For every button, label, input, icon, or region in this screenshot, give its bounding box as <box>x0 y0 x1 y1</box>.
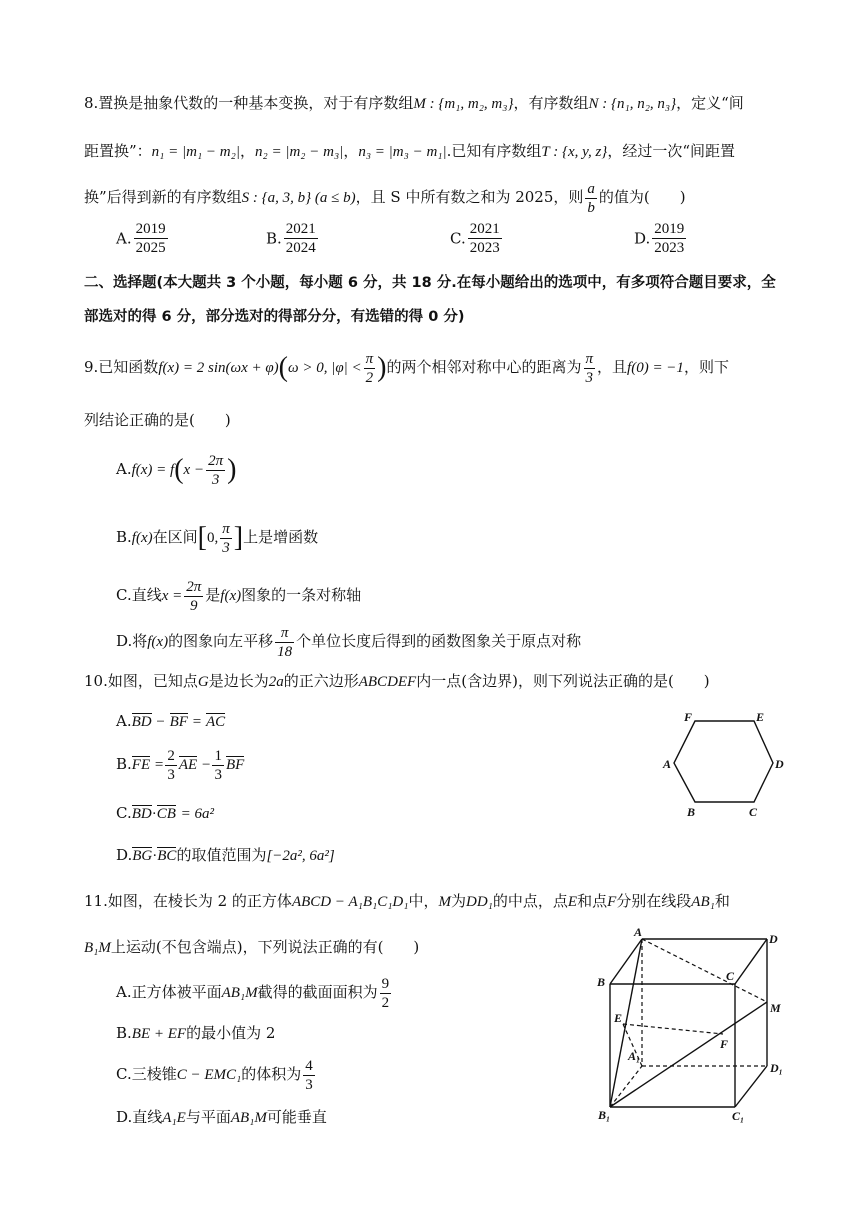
frac-num: π <box>275 624 294 643</box>
section2-line1: 二、选择题(本大题共 3 个小题，每小题 6 分，共 18 分.在每小题给出的选项中，有多项符合题目要求，全 <box>84 275 776 291</box>
frac-num: 9 <box>381 975 390 992</box>
vector-cb: CB <box>156 806 176 822</box>
q11-option-d[interactable] <box>116 1106 327 1129</box>
q11-b-expr: BE + EF <box>131 1026 187 1042</box>
q10-hex-name: ABCDEF <box>358 674 417 690</box>
q10-text: 的正六边形 <box>283 672 359 690</box>
q9-cond: ω > 0, |φ| < <box>288 360 362 376</box>
op: = <box>192 714 202 730</box>
frac-den: 9 <box>190 597 198 614</box>
frac-den: 2023 <box>654 240 685 256</box>
edge-c1d1 <box>735 1066 767 1107</box>
label-b: B <box>687 805 696 819</box>
vector-bd: BD <box>131 806 152 822</box>
q11-e: E <box>567 894 578 910</box>
vector-ac: AC <box>206 714 226 730</box>
q9-frac-pi3 <box>584 350 596 387</box>
q11-line2 <box>84 936 419 959</box>
op: · <box>151 806 157 822</box>
bracket-right: ] <box>233 522 244 553</box>
q10-text: 是边长为 <box>208 672 269 690</box>
q8-text: ，且 S 中所有数之和为 2025，则 <box>355 188 584 206</box>
q11-stem <box>84 890 730 913</box>
label-a: A <box>663 757 672 771</box>
q11-dd1: DD₁ <box>466 894 493 910</box>
q11-text: 的中点，点 <box>492 892 568 910</box>
q9-c-mid: 是 <box>205 586 221 604</box>
hidden-b1a1 <box>610 1066 642 1107</box>
q8-text: 8.置换是抽象代数的一种基本变换，对于有序数组 <box>84 94 414 112</box>
frac <box>303 1057 315 1094</box>
q8-option-b[interactable] <box>266 220 320 257</box>
frac <box>165 747 177 784</box>
label-c: C <box>749 805 758 819</box>
option-frac <box>652 220 686 257</box>
vector-bf: BF <box>225 757 245 773</box>
q8-text: 的值为( ) <box>598 188 686 206</box>
option-label: B. <box>266 229 282 248</box>
q9-b-text: 在区间 <box>152 528 198 546</box>
q11-option-b[interactable] <box>116 1022 275 1045</box>
frac-den: 2 <box>365 369 374 386</box>
label-a: A <box>634 925 643 939</box>
q8-n1: n₁ = |m₁ − m₂| <box>151 144 240 160</box>
label-c: C <box>726 969 735 983</box>
label-a1: A₁ <box>628 1049 641 1063</box>
option-text: 可能垂直 <box>266 1108 327 1126</box>
paren-left: ( <box>174 454 184 485</box>
q9-c-frac <box>184 578 203 615</box>
q10-option-b[interactable] <box>116 744 244 785</box>
frac-den: 3 <box>222 539 230 556</box>
q11-text: 为 <box>451 892 467 910</box>
q11-text: 和 <box>714 892 730 910</box>
hexagon-shape <box>674 721 773 802</box>
label-b: B <box>597 975 606 989</box>
q8-line1 <box>84 92 744 115</box>
edge-cd <box>735 939 767 984</box>
option-label: B. <box>116 528 132 546</box>
q10-option-d[interactable] <box>116 844 335 867</box>
option-frac <box>134 220 168 257</box>
q9-c-f: f(x) <box>220 588 242 604</box>
label-b1: B₁ <box>598 1108 611 1122</box>
q9-func: f(x) = 2 sin(ωx + φ) <box>158 360 279 376</box>
q9-b-f: f(x) <box>131 530 153 546</box>
q9-text: ，则下 <box>683 358 729 376</box>
option-label: C.直线 <box>116 586 162 604</box>
q11-plane: AB₁M <box>221 985 258 1001</box>
q10-c-eq: = 6a² <box>180 806 215 822</box>
frac-num: π <box>222 520 230 537</box>
frac-num: π <box>365 350 374 367</box>
q11-ab1: AB₁ <box>691 894 715 910</box>
option-frac <box>284 220 318 257</box>
label-f: F <box>720 1037 729 1051</box>
q9-a-expr: f(x) = f <box>131 462 175 478</box>
q11-b1m: B₁M <box>84 940 111 956</box>
q9-option-a[interactable] <box>116 448 236 491</box>
cube-hidden-edges <box>610 939 767 1107</box>
vector-fe: FE <box>131 757 151 773</box>
frac-den: 2025 <box>135 240 166 256</box>
frac-den: 3 <box>214 766 222 783</box>
q10-d-range: [−2a², 6a²] <box>266 848 335 864</box>
frac-den: b <box>587 199 595 216</box>
q11-text: 和点 <box>577 892 608 910</box>
option-label: C. <box>450 229 466 248</box>
option-text: D.直线 <box>116 1108 163 1126</box>
q8-option-d[interactable] <box>634 220 688 257</box>
q9-d-end: 个单位长度后得到的函数图象关于原点对称 <box>296 632 582 650</box>
q8-set-s: S : {a, 3, b} (a ≤ b) <box>241 190 356 206</box>
q8-text: ，经过一次“间距置 <box>607 142 735 160</box>
option-label: B. <box>116 755 132 773</box>
q8-text: 距置换”： <box>84 142 152 160</box>
q10-text: 10.如图，已知点 <box>84 672 198 690</box>
op: − <box>201 757 211 773</box>
q8-line3 <box>84 178 686 217</box>
label-e: E <box>756 710 765 724</box>
frac-num: 2021 <box>285 221 316 237</box>
q9-line1 <box>84 346 729 389</box>
option-text: C.三棱锥 <box>116 1065 177 1083</box>
q9-option-b[interactable] <box>116 516 318 559</box>
label-f: F <box>684 710 693 724</box>
q8-set-t: T : {x, y, z} <box>541 144 608 160</box>
q11-text: 上运动(不包含端点)，下列说法正确的有( ) <box>110 938 420 956</box>
vector-bc: BC <box>157 848 177 864</box>
q9-option-d[interactable] <box>116 620 581 663</box>
frac-num: π <box>585 350 594 367</box>
q9-b-end: 上是增函数 <box>243 528 319 546</box>
q9-d-frac <box>275 624 294 661</box>
option-text: 的最小值为 2 <box>186 1024 276 1042</box>
q8-n2: n₂ = |m₂ − m₃| <box>255 144 344 160</box>
label-m: M <box>770 1001 781 1015</box>
op: − <box>156 714 165 730</box>
label-d1: D₁ <box>770 1061 783 1075</box>
q9-d-mid: 的图象向左平移 <box>168 632 274 650</box>
q10-text: 内一点(含边界)，则下列说法正确的是( ) <box>416 672 710 690</box>
q8-option-c[interactable] <box>450 220 504 257</box>
frac-num: 4 <box>305 1057 313 1074</box>
option-label: A. <box>116 229 132 248</box>
q9-text: 9.已知函数 <box>84 358 159 376</box>
frac <box>212 747 224 784</box>
q9-text: ，且 <box>597 358 628 376</box>
q8-text: 换”后得到新的有序数组 <box>84 188 242 206</box>
frac-num: 2π <box>208 452 224 469</box>
vector-bg: BG <box>132 848 153 864</box>
option-text: 的体积为 <box>241 1065 302 1083</box>
q8-text-tail: ，定义“间 <box>676 94 744 112</box>
frac-num: 2 <box>167 747 175 764</box>
q11-d-line: A₁E <box>162 1110 186 1126</box>
frac-den: 18 <box>277 643 293 660</box>
frac-num: 2π <box>186 578 202 595</box>
option-label: A. <box>116 460 132 478</box>
option-label: D. <box>116 846 133 864</box>
vector-bd: BD <box>131 714 152 730</box>
option-text: 与平面 <box>185 1108 231 1126</box>
q10-2a: 2a <box>268 674 284 690</box>
paren-right: ) <box>377 352 387 383</box>
vector-ae: AE <box>178 757 198 773</box>
frac-den: 3 <box>167 766 175 783</box>
q9-c-x: x = <box>161 588 183 604</box>
q9-f0: f(0) = −1 <box>627 360 684 376</box>
q8-fraction-ab <box>585 180 597 217</box>
q8-text-mid: ，有序数组 <box>513 94 589 112</box>
q8-option-a[interactable] <box>116 220 170 257</box>
frac-num: 2019 <box>135 221 166 237</box>
q10-d-text: 的取值范围为 <box>176 846 267 864</box>
q8-set-m: M : {m₁, m₂, m₃} <box>413 96 514 112</box>
hexagon-figure <box>660 708 790 824</box>
q8-line2: 距置换”：n₁ = |m₁ − m₂|，n₂ = |m₂ − m₃|，n₃ = |m₃ − m₁|.已知有序数组T : {x, y, z}，经过一次“间距置 <box>84 142 735 160</box>
cube-figure <box>590 924 790 1124</box>
frac-den: 2023 <box>469 240 500 256</box>
q8-set-n: N : {n₁, n₂, n₃} <box>588 96 677 112</box>
label-d: D <box>775 757 784 771</box>
option-label: A. <box>116 712 132 730</box>
q10-g: G <box>197 674 209 690</box>
op: · <box>152 848 158 864</box>
q9-b-int: 0, <box>206 530 219 546</box>
q11-c-expr: C − EMC₁ <box>176 1067 242 1083</box>
q11-option-c[interactable] <box>116 1052 317 1097</box>
q8-options <box>116 220 756 262</box>
frac-den: 3 <box>305 1076 313 1093</box>
q11-text: 中， <box>408 892 439 910</box>
option-frac <box>468 220 502 257</box>
bracket-left: [ <box>197 522 207 553</box>
label-c1: C₁ <box>732 1109 745 1123</box>
label-d: D <box>769 932 778 946</box>
frac-num: 2019 <box>654 221 685 237</box>
frac <box>380 975 392 1012</box>
option-label: C. <box>116 804 132 822</box>
frac-den: 3 <box>585 369 593 386</box>
frac-den: 2 <box>381 994 390 1011</box>
q9-line2: 列结论正确的是( ) <box>84 411 231 429</box>
q9-d-f: f(x) <box>147 634 169 650</box>
q9-a-frac <box>206 452 225 489</box>
frac-num: 1 <box>214 747 222 764</box>
q9-option-c[interactable] <box>116 574 361 617</box>
op: = <box>154 757 164 773</box>
q11-m: M <box>438 894 451 910</box>
section2-line2: 部选对的得 6 分，部分选对的得部分分，有选错的得 0 分) <box>84 309 465 325</box>
option-label: D. <box>634 229 651 248</box>
q11-text: 11.如图，在棱长为 2 的正方体 <box>84 892 292 910</box>
q8-n3: n₃ = |m₃ − m₁| <box>358 144 447 160</box>
option-text: A.正方体被平面 <box>116 983 222 1001</box>
q11-f: F <box>607 894 617 910</box>
q10-option-a[interactable] <box>116 710 225 733</box>
q10-option-c[interactable] <box>116 802 214 825</box>
frac-num: 2021 <box>469 221 500 237</box>
q9-b-frac <box>220 520 232 557</box>
q10-stem <box>84 670 710 693</box>
label-e: E <box>614 1011 623 1025</box>
hidden-am <box>642 939 767 1002</box>
q9-text: 的两个相邻对称中心的距离为 <box>386 358 582 376</box>
option-text: 截得的截面面积为 <box>257 983 378 1001</box>
vector-bf: BF <box>169 714 188 730</box>
q9-a-x: x − <box>183 462 205 478</box>
q11-option-a[interactable] <box>116 970 393 1015</box>
frac-den: 2024 <box>285 240 316 256</box>
frac-den: 3 <box>211 471 220 488</box>
paren-right: ) <box>227 454 237 485</box>
paren-left: ( <box>278 352 288 383</box>
q11-text: 分别在线段 <box>616 892 692 910</box>
q11-cube: ABCD − A₁B₁C₁D₁ <box>291 894 409 910</box>
q8-text: .已知有序数组 <box>446 142 542 160</box>
cube-edges <box>610 939 767 1107</box>
option-text: B. <box>116 1024 132 1042</box>
frac-num: a <box>587 180 595 197</box>
option-label: D.将 <box>116 632 148 650</box>
q11-plane: AB₁M <box>230 1110 267 1126</box>
q9-c-end: 图象的一条对称轴 <box>241 586 362 604</box>
hidden-ef <box>623 1024 723 1034</box>
q9-frac-pi2 <box>364 350 376 387</box>
